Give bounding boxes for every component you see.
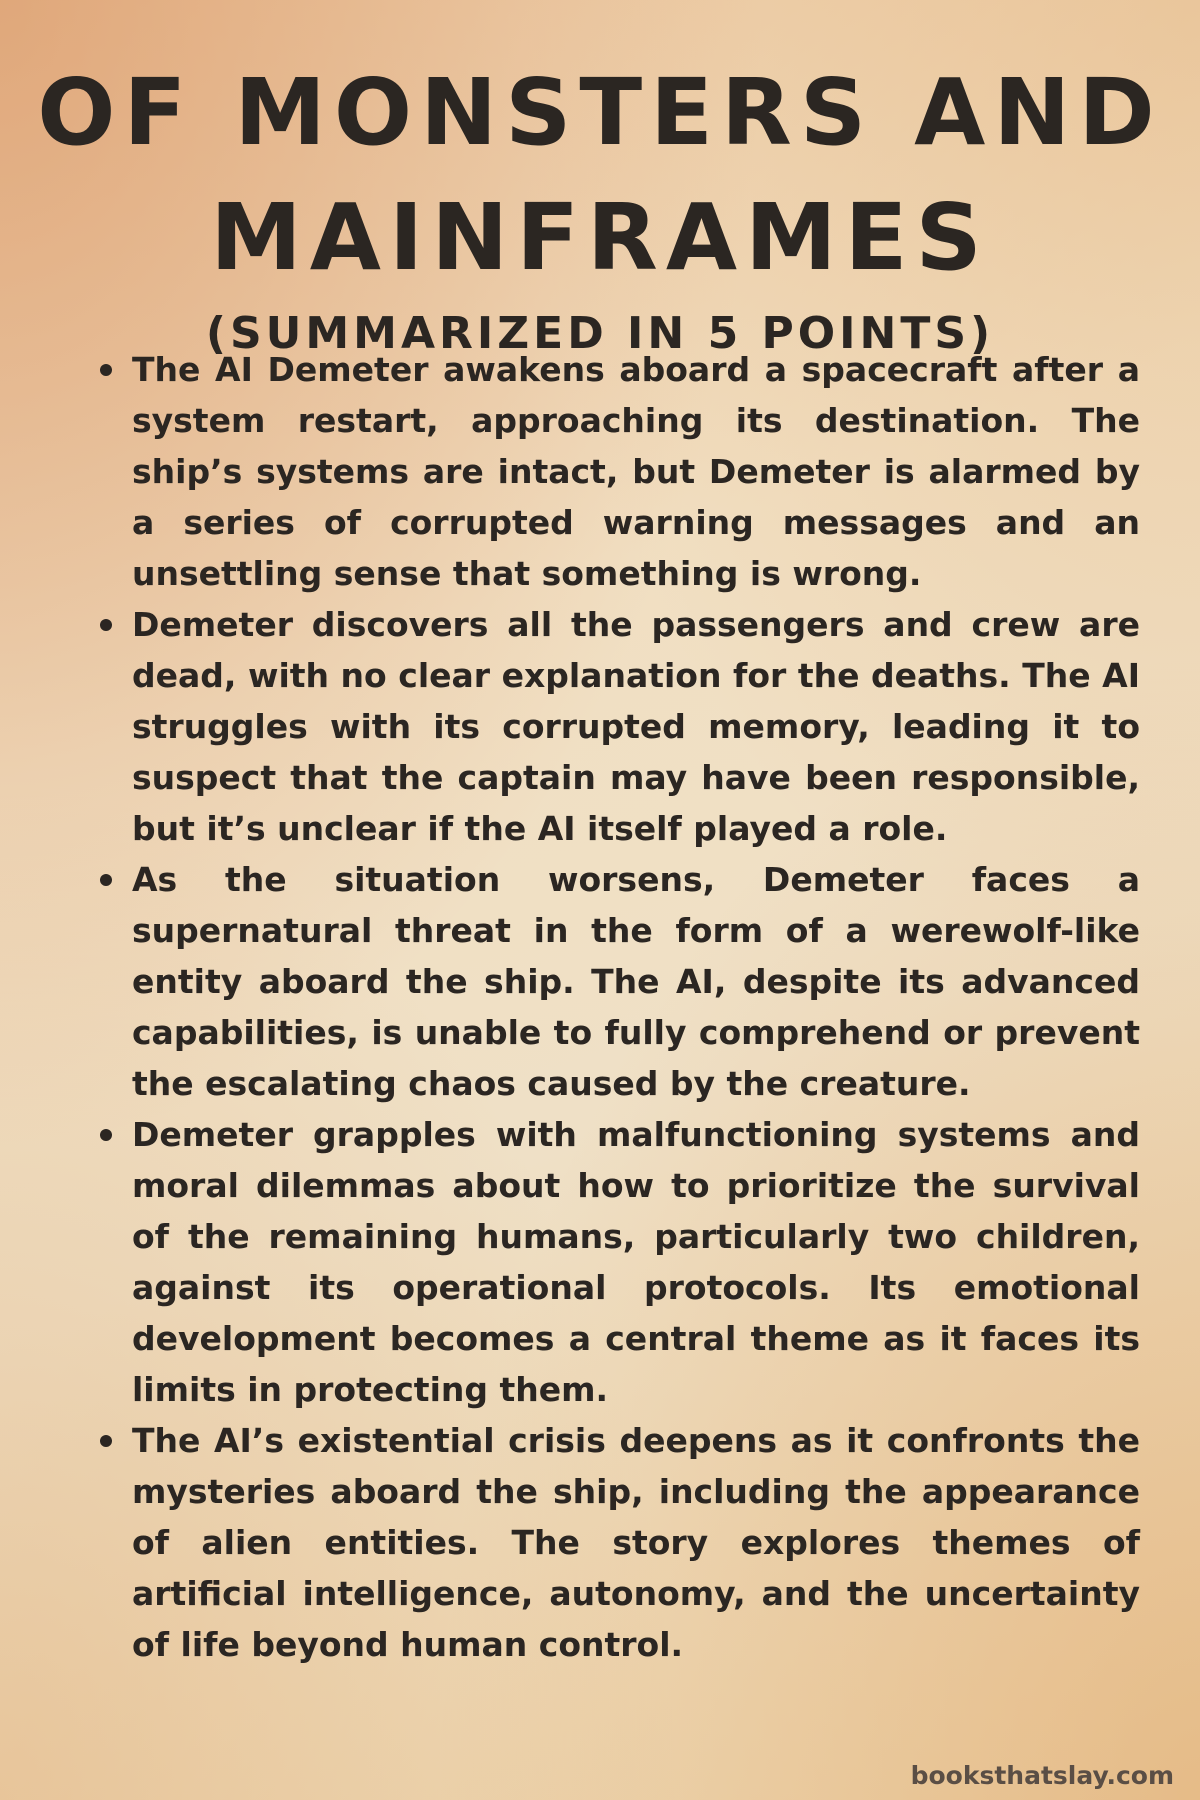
summary-point-4 — [96, 1109, 1140, 1415]
summary-point-5 — [96, 1415, 1140, 1670]
summary-points-list — [96, 344, 1140, 1670]
bullet-icon — [100, 619, 112, 631]
site-watermark: booksthatslay.com — [910, 1761, 1174, 1790]
bullet-icon — [100, 364, 112, 376]
bullet-icon — [100, 874, 112, 886]
title-block — [0, 50, 1200, 364]
summary-point-text: The AI’s existential crisis deepens as it confronts the mysteries aboard the ship, including the appearance of alien entities. The story explores themes of artificial intelligence, autonomy, and the uncertainty of life beyond human control. — [132, 1421, 1140, 1664]
bullet-icon — [100, 1129, 112, 1141]
summary-point-1 — [96, 344, 1140, 599]
book-title-line-1: OF MONSTERS AND — [37, 59, 1163, 166]
summary-point-text: Demeter grapples with malfunctioning systems and moral dilemmas about how to prioritize the survival of the remaining humans, particularly two children, against its operational protocols. Its emotional development becomes a central theme as it faces its limits in protecting them. — [132, 1115, 1140, 1409]
book-title-line-2: MAINFRAMES — [210, 184, 990, 291]
summary-point-3 — [96, 854, 1140, 1109]
summary-point-text: As the situation worsens, Demeter faces a supernatural threat in the form of a werewolf-like entity aboard the ship. The AI, despite its advanced capabilities, is unable to fully comprehend or prevent the escalating chaos caused by the creature. — [132, 860, 1140, 1103]
summary-point-text: Demeter discovers all the passengers and crew are dead, with no clear explanation for the deaths. The AI struggles with its corrupted memory, leading it to suspect that the captain may have been responsible, but it’s unclear if the AI itself played a role. — [132, 605, 1140, 848]
subtitle: (SUMMARIZED IN 5 POINTS) — [205, 308, 995, 359]
bullet-icon — [100, 1435, 112, 1447]
summary-point-text: The AI Demeter awakens aboard a spacecraft after a system restart, approaching its destination. The ship’s systems are intact, but Demeter is alarmed by a series of corrupted warning messages and an unsettling sense that something is wrong. — [132, 350, 1140, 593]
summary-point-2 — [96, 599, 1140, 854]
